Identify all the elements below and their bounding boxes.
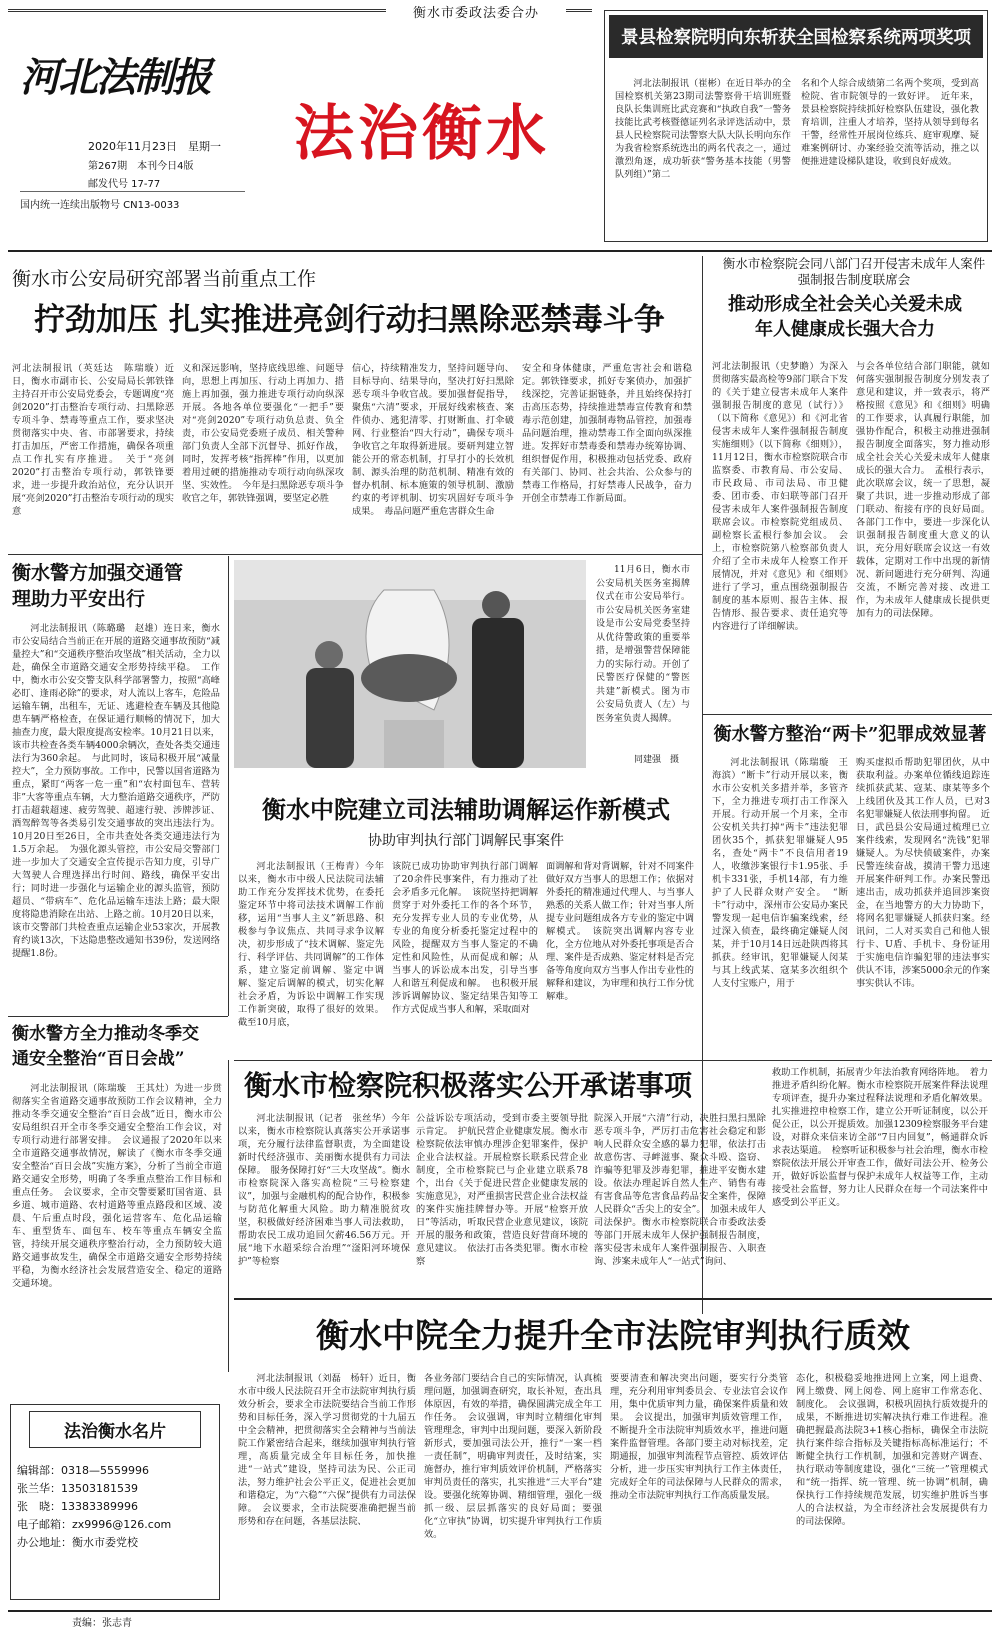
row-label: 张 晓： bbox=[17, 1500, 61, 1513]
article6-title: 衡水中院全力提升全市法院审判执行质效 bbox=[316, 1316, 910, 1355]
row-value: zx9996@126.com bbox=[72, 1518, 172, 1531]
article1-kicker: 衡水市公安局研究部署当前重点工作 bbox=[12, 268, 317, 290]
name-card-rows bbox=[17, 1462, 213, 1552]
article5-col-3: 院深入开展“六清”行动，决胜扫黑扫黑除恶专项斗争，严厉打击危害社会稳定和影响人民群众安全感的暴力犯罪，依法打击故意伤害、寻衅滋事、聚众斗殴、盗窃、诈骗等犯罪及涉毒犯罪，推进平安衡水建设。依法办理起诉自然人生产、销售有毒有害食品等危害食品药品安全案件，保障人民群众“舌尖上的安全”。 加强未成年人司法保护。衡水市检察院联合市委政法委等部门开展未成年人保护强制报告制度，落实侵害未成年人案件强制报告、入职查询、涉案未成年人“一站式”询问、 bbox=[594, 1113, 766, 1267]
name-card-row bbox=[17, 1462, 213, 1480]
photo-caption: 11月6日，衡水市公安局机关医务室揭牌仪式在市公安局举行。市公安局机关医务室建设是市公安局党委坚持从优待警政策的重要举措，是增强警营保障能力的实际行动。开创了民警医疗保健的“警医共建”新模式。图为市公安局负责人（左）与医务室负责人揭牌。 bbox=[596, 565, 690, 724]
cn-code: 国内统一连续出版物号 CN13-0033 bbox=[20, 200, 180, 211]
article-traffic-management bbox=[8, 556, 226, 1016]
newspaper-logo: 河北法制报 bbox=[20, 54, 210, 101]
date-line: 2020年11月23日 星期一 bbox=[88, 140, 221, 153]
article-police-key-work bbox=[8, 258, 696, 558]
right-article2-title: 衡水警方整治“两卡”犯罪成效显著 bbox=[713, 724, 987, 745]
article-two-cards bbox=[708, 716, 992, 1060]
photo-credit: 同建强 摄 bbox=[634, 755, 680, 765]
article4-subtitle: 协助审判执行部门调解民事案件 bbox=[368, 833, 564, 849]
article5-col-4: 救助工作机制，拓展青少年法治教育网络阵地。 着力推进矛盾纠纷化解。衡水市检察院开展案件释法说理专项评查，提升办案过程释法说理和矛盾化解效果。扎实推进控申检察工作，建立公开听证制度，以公开促公正，以公开提质效。加强12309检察服务平台建设，对群众来信来访全部“7日内回复”，畅通群众诉求表达渠道。 检察听证积极参与社会治理，衡水市检察院依法开展公开审查工作，做好司法公开、检务公开，做好诉讼监督与保护未成年人权益等工作，主动接受社会监督，努力让人民群众在每一个司法案件中感受到公平正义。 bbox=[772, 1067, 988, 1208]
top-banner: 衡水市委政法委合办 bbox=[412, 6, 539, 21]
top-right-body-left: 河北法制报讯（崔彬）在近日举办的全国检察机关第23期司法警察骨干培训班暨良队长集训班比武竞赛和“执政自我”一警务技能比武考核暨德证列名录评选活动中，景县人民检察院司法警察大队大队长明向东作为我省检察系统选出的两名代表之一，通过激烈角逐，成功斩获“警务基本技能（男警队列组）”第二 bbox=[615, 78, 791, 180]
article6-col-2: 各业务部门要结合自己的实际情况，认真梳理问题，加强调查研究，取长补短，查出具体原因，有效的举措，确保圆满完成全年工作任务。 会议强调，审判时立精细化审判管理理念，审判中出现问题，要深入新阶段新形式，要加强司法公开，推行“一案一档一责任制”，明确审判责任，及时结案，实施督办，推行审判质效评价机制，严格落实审判员责任的落实，扎实推进“三大平台”建设。要强化统筹协调、精细管理，强化一级抓一级、层层抓落实的良好局面；要强化“立审执”协调，切实提升审判执行工作质效。 bbox=[424, 1373, 602, 1540]
row-label: 办公地址： bbox=[17, 1536, 72, 1549]
article-winter-traffic bbox=[8, 1018, 228, 1372]
article-court-quality bbox=[234, 1300, 992, 1626]
article4-col-2: 该院已成功协助审判执行部门调解了20余件民事案件，有力推动了社会矛盾多元化解。 该院坚持把调解贯穿于对外委托工作的各个环节，充分发挥专业人员的专业优势，从专业的角度分析委托鉴定过程中的风险，提醒双方当事人鉴定的不确定性和风险性，从而促成和解；从当事人的诉讼成本出发，引导当事人和谐互利促成和解。 也积极开展涉诉调解协议、鉴定结果告知等工作方式促成当事人和解，采取面对 bbox=[392, 861, 538, 1015]
article-court-mediation bbox=[234, 776, 698, 1056]
article1-col-2: 义和深远影响，坚持底线思维、问题导向，思想上再加压、行动上再加力、措施上再加强，强力推进专项行动向纵深开展。各地各单位要强化“一把手”要对“亮剑2020”专项行动负总责、负全责，市公安局党委班子成员、相关警种部门负责人全部下沉督导、抓好作战，同时，发挥考核“指挥棒”作用，以更加着用过硬的措施推动专项行动向纵深攻坚、实效性。 今年是扫黑除恶专项斗争收官之年，郭铁锋强调，要坚定必胜 bbox=[182, 363, 344, 504]
article-minors-protection bbox=[708, 256, 992, 714]
issue-line: 第267期 本刊今日4版 bbox=[88, 161, 194, 172]
right-article1-title: 推动形成全社会关心关爱未成年人健康成长强大合力 bbox=[728, 294, 962, 340]
article6-col-1: 河北法制报讯（刘磊 杨轩）近日，衡水市中级人民法院召开全市法院审判执行质效分析会，要求全市法院要结合当前工作形势和目标任务，深入学习贯彻党的十九届五中全会精神，把贯彻落实全会精神与当前法院工作紧密结合起来，继续加强审判执行管理，高质量完成全年目标任务，加快推进“一站式”建设，坚持司法为民、公正司法，努力维护社会公平正义，促进社会更加和谐稳定，为“六稳”“六保”提供有力司法保障。 会议要求，全市法院要准确把握当前形势和存在问题，各基层法院、 bbox=[238, 1373, 416, 1527]
left-article2-body: 河北法制报讯（陈璐璐 赵雄）连日来，衡水市公安局结合当前正在开展的道路交通事故预防“减量控大”和“交通秩序整治攻坚战”相关活动，全力以赴，确保全市道路交通安全形势持续平稳。 工作中，衡水市公安交警支队科学部署警力，按照“高峰必盯、逢雨必除”的要求，对人流以上客车，危险品运输车辆，出租车，无证、逃避检查车辆及其他隐患车辆严格检查，在保证通行顺畅的情况下，加大抽查力度，最大限度提高安检率。10月21日以来，该市共检查各类车辆4000余辆次，查处各类交通违法行为360余起。 与此同时，该局积极开展“减量控大”，全力预防事故。工作中，民警以国省道路为重点，紧盯“两客一危一重”和“农村面包车、营转非”大客等重点车辆，大力整治道路交通秩序，严防打击超载超速、疲劳驾驶、超速行驶、涉牌涉证、酒驾醉驾等各类易引发交通事故的突出违法行为。10月20日至26日，全市共查处各类交通违法行为1.5万余起。 为强化源头管控，市公安局交警部门进一步加大了交通安全宣传提示告知力度，引导广大驾驶人合理选择出行时间、路线，确保平安出行；同时进一步强化与运输企业的源头监管，预防超员、“带病车”、危化品运输车违法上路；最大限度将隐患消除在出站、上路之前。10月20日以来，该市交警部门共检查重点运输企业53家次，开展教育约谈13次，下达隐患整改通知书39份，发送网络提醒1.8份。 bbox=[12, 623, 220, 959]
row-value: 衡水市委党校 bbox=[72, 1536, 138, 1549]
right-article1-col-a: 河北法制报讯（史梦瞻）为深入贯彻落实最高检等9部门联合下发的《关于建立侵害未成年人案件强制报告制度的意见（试行）》（以下简称《意见》）和《河北省侵害未成年人案件强制报告制度实施细则》（以下简称《细则》），11月12日，衡水市检察院联合市监察委、市教育局、市公安局、市民政局、市司法局、市卫健委、团市委、市妇联等部门召开侵害未成年人案件强制报告制度联席会议。市检察院党组成员、副检察长孟根行参加会议。 会上，市检察院第八检察部负责人介绍了全市未成年人检察工作开展情况，并对《意见》和《细则》进行了学习，重点围绕强制报告制度的基本原则、报告主体、报告情形、报告要求、责任追究等内容进行了详细解读。 bbox=[712, 361, 848, 632]
name-card-row bbox=[17, 1516, 213, 1534]
right-article2-col-a: 河北法制报讯（陈瑞璇 王海滨）“断卡”行动开展以来，衡水市公安机关多措并举，多管齐下，全力推进专项打击工作深入开展。行动开展一个月来，全市公安机关共打掉“两卡”违法犯罪团伙35个，抓获犯罪嫌疑人95名，查处“两卡”不良信用者19人，收缴涉案银行卡1.95张、手机卡331张，手机14部，有力维护了人民群众财产安全。 “断卡”行动中，深州市公安局办案民警发现一起电信诈骗案线索，经过深入侦查，最终确定嫌疑人闵某，并于10月14日远赴陕西将其抓获。经审讯，犯罪嫌疑人闵某与其上线武某、寇某多次组织个人支付宝账户，用于 bbox=[712, 757, 848, 989]
photo-illustration bbox=[234, 560, 586, 768]
name-card bbox=[10, 1404, 220, 1600]
article1-col-3: 信心，持续精准发力，坚持问题导向、目标导向、结果导向，坚决打好扫黑除恶专项斗争收官战。要加强督促指导，聚焦“六清”要求，开展好线索核查、案件侦办、逃犯清零、打财断血、打伞破网、行业整治“四大行动”，确保专项斗争收官之年取得新进展。要研判建立智能公开的常态机制，打早打小的长效机制、源头治理的防范机制、精准有效的督办机制、标本施策的领导机制、激励约束的考评机制、切实巩固好专项斗争成果。 毒品问题严重危害群众生命 bbox=[352, 363, 514, 517]
article-procuratorate-commitments bbox=[234, 1062, 992, 1298]
right-article1-col-b: 与会各单位结合部门职能，就如何落实强制报告制度分别发表了意见和建议，并一致表示，将严格按照《意见》和《细则》明确的工作要求，认真履行职能，加强协作配合，积极主动推进强制报告制度全面落实，努力推动形成全社会关心关爱未成年人健康成长的强大合力。 孟根行表示，此次联席会议，统一了思想，凝聚了共识，进一步推动形成了部门联动、衔接有序的良好局面。各部门工作中，要进一步深化认识强制报告制度重大意义的认识，充分用好联席会议这一有效载体，定期对工作中出现的新情况、新问题进行充分研判、沟通交流，不断完善对接、改进工作，为未成年人健康成长提供更加有力的司法保障。 bbox=[856, 361, 990, 619]
right-article1-kicker: 衡水市检察院会同八部门召开侵害未成年人案件强制报告制度联席会 bbox=[722, 256, 986, 287]
article4-col-1: 河北法制报讯（王梅青）今年以来，衡水市中级人民法院司法辅助工作充分发挥技术优势，在委托鉴定环节中将司法技术调解工作前移，运用“当事人主义”新思路、积极参与争议焦点、共同寻求争议解决，初步形成了“技术调解、鉴定先行、科学评估、共同调解”的工作体系，建立鉴定前调解、鉴定中调解、鉴定后调解的模式，切实化解社会矛盾，为诉讼中调解工作实现工作新突破，取得了很好的效果。截至10月底， bbox=[238, 861, 384, 1028]
article5-col-1: 河北法制报讯（记者 张丝华）今年以来，衡水市检察院认真落实公开承诺事项，充分履行法律监督职责，为全面建设新时代经济强市、美丽衡水提供有力司法保障。 服务保障打好“三大攻坚战”。衡水市检察院深入落实高检院“三号检察建议”，加强与金融机构的配合协作，积极参与防范化解重大风险。助力精准脱贫攻坚，积极做好经济困难当事人司法救助，帮助农民工成功追回欠薪46.56万元。开展“地下水超采综合治理”“滏阳河环境保护”等检察 bbox=[238, 1113, 410, 1267]
top-right-article bbox=[604, 10, 988, 242]
article1-col-1: 河北法制报讯（英廷达 陈瑞璇）近日，衡水市副市长、公安局局长郭铁锋主持召开市公安局党委会，专题调度“亮剑2020”打击整治专项行动、扫黑除恶专项斗争、禁毒等重点工作，要求坚决贯彻落实中央、省、市部署要求，持续打击加压，严密工作措施，确保各项重点工作扎实有序推进。 关于“亮剑2020”打击整治专项行动，郭铁锋要求，进一步提升政治站位，充分认识开展“亮剑2020”打击整治专项行动的现实意 bbox=[12, 363, 174, 517]
row-value: 13503181539 bbox=[61, 1482, 138, 1495]
article5-title: 衡水市检察院积极落实公开承诺事项 bbox=[244, 1069, 693, 1102]
row-value: 0318—5559996 bbox=[61, 1464, 149, 1477]
article1-title: 拧劲加压 扎实推进亮剑行动扫黑除恶禁毒斗争 bbox=[34, 302, 665, 338]
footer-editor: 责编：张志青 bbox=[72, 1618, 132, 1629]
row-label: 张兰华： bbox=[17, 1482, 61, 1495]
left-article3-body: 河北法制报讯（陈瑞璇 王其灶）为进一步贯彻落实全省道路交通事故预防工作会议精神，全力推动冬季交通安全整治“百日会战”近日，衡水市公安局组织召开全市冬季交通安全整治工作会议，对专项行动进行部署安排。 会议通报了2020年以来全市道路交通事故情况，解读了《衡水市冬季交通安全整治“百日会战”实施方案》，分析了当前全市道路交通安全形势，明确了冬季重点整治工作目标和重点任务。 会议要求，全市交警要紧盯国省道、县乡道、城市道路、农村道路等重点路段和区域、凌晨、午后重点时段，强化运营客车、危化品运输车、重型货车、面包车、校车等重点车辆安全监管，持续开展交通秩序整治行动，全力预防较大道路交通事故发生，确保全市道路交通安全形势持续平稳，为衡水经济社会发展营造安全、稳定的道路交通环境。 bbox=[12, 1083, 222, 1289]
name-card-row bbox=[17, 1498, 213, 1516]
name-card-row bbox=[17, 1480, 213, 1498]
name-card-title: 法治衡水名片 bbox=[29, 1411, 201, 1448]
left-article3-title: 衡水警方全力推动冬季交通安全整治“百日会战” bbox=[12, 1024, 199, 1069]
article4-title: 衡水中院建立司法辅助调解运作新模式 bbox=[262, 795, 670, 824]
photo-block bbox=[234, 560, 696, 772]
post-code: 邮发代号 17-77 bbox=[88, 179, 161, 190]
row-label: 电子邮箱： bbox=[17, 1518, 72, 1531]
right-article2-col-b: 购买虚拟币帮助犯罪团伙，从中获取利益。办案单位循线追踪连续抓获武某、寇某、康某等多个上线团伙及其工作人员，已对3名犯罪嫌疑人依法刑事拘留。 近日，武邑县公安局通过梳理已立案件线索，发现网名“洗钱”犯罪嫌疑人。为尽快侦破案件，办案民警连续奋战，摸清干警力迅速开展案件研判工作。办案民警迅速出击，成功抓获并追回涉案资金，在当地警方的大力协助下，将网名犯罪嫌疑人抓获归案。经讯问，二人对买卖自己和他人银行卡、U盾、手机卡、身份证用于实施电信诈骗犯罪的违法事实供认不讳，涉案5000余元的作案事实供认不讳。 bbox=[856, 757, 990, 989]
article4-col-3: 面调解和背对背调解，针对不同案件做好双方当事人的思想工作；依据对外委托的精准通过代理人、与当事人熟悉的关系人做工作；针对当事人所提专业问题组成各方专业的鉴定中调解模式。 该院突出调解内容专业化，全方位地从对外委托事项是否合理、案件是否成熟、鉴定材料是否完备等角度向双方当事人作出专业性的解释和建议，为审理和执行工作分忧解难。 bbox=[546, 861, 694, 1002]
news-photo bbox=[234, 560, 586, 768]
top-right-title: 景县检察院明向东斩获全国检察系统两项奖项 bbox=[609, 15, 983, 58]
section-title: 法治衡水 bbox=[294, 99, 550, 169]
row-value: 13383389996 bbox=[61, 1500, 138, 1513]
top-right-body-right: 名和个人综合成绩第二名两个奖项，受到高检院、省市院领导的一致好评。 近年来，景县检察院持续抓好检察队伍建设，强化教育培训，注重人才培养，坚持从领导到每名干警，经常性开展岗位练兵、庭审观摩、疑难案例研讨、办案经验交流等活动，推之以便推进建设梯队建设，收到良好成效。 bbox=[801, 78, 979, 167]
left-article2-title: 衡水警方加强交通管理助力平安出行 bbox=[12, 562, 184, 610]
article5-col-2: 公益诉讼专项活动，受到市委主要领导批示肯定。 护航民营企业健康发展。衡水市检察院依法审慎办理涉企犯罪案件，保护企业合法权益。开展检察长联系民营企业制度，全市检察院已与企业建立联系78个，出台《关于促进民营企业健康发展的实施意见》，对严重损害民营企业合法权益的案件实施挂牌督办等。开展“检察开放日”等活动，听取民营企业意见建议，该院开展的服务和政策，营造良好营商环境的意见建议。 依法打击各类犯罪。衡水市检察 bbox=[416, 1113, 588, 1267]
article6-col-3: 要要清查和解决突出问题，要实行分类管理，充分利用审判委员会、专业法官会议作用，集中优质审判力量，确保案件质量和效果。 会议提出，加强审判质效管理工作，不断提升全市法院审判质效水平，推进问题案件监督管理。各部门要主动对标找差，定期通报，加强审判流程节点管控、质效评估分析，进一步压实审判执行工作主体责任，完成好全年的司法保障与人民群众的需求，推动全市法院审判执行工作高质量发展。 bbox=[610, 1373, 788, 1501]
article6-col-4: 态化，积极稳妥地推进网上立案，网上退费、网上缴费、网上阅卷、网上庭审工作常态化、制度化。 会议强调，积极巩固执行质效提升的成果，不断推进切实解决执行难工作进程。准确把握最高法院3+1核心指标，确保全市法院执行案件综合指标及关键指标高标准运行；不断健全执行工作机制，加强和完善财产调查、执行联动等制度建设，强化“三统一”管理模式和“统一指挥、统一管理、统一协调”机制，确保执行工作持续规范发展，切实维护胜诉当事人的合法权益，为全市经济社会发展提供有力的司法保障。 bbox=[796, 1373, 988, 1527]
name-card-row bbox=[17, 1534, 213, 1552]
article1-col-4: 安全和身体健康，严重危害社会和谐稳定。郭铁锋要求，抓好专案侦办，加强扩线深挖，完善证据链条，并且始终保持打击高压态势，持续推进禁毒宣传教育和禁毒示范创建，加强制毒物品管控，加强毒品问题治理，推动禁毒工作全面向纵深推进。发挥好市禁毒委和禁毒办统筹协调、组织督促作用，积极推动包括党委、政府有关部门、协同、社会共治、公众参与的禁毒工作格局，打好禁毒人民战争，奋力开创全市禁毒工作新局面。 bbox=[522, 363, 692, 504]
row-label: 编辑部： bbox=[17, 1464, 61, 1477]
